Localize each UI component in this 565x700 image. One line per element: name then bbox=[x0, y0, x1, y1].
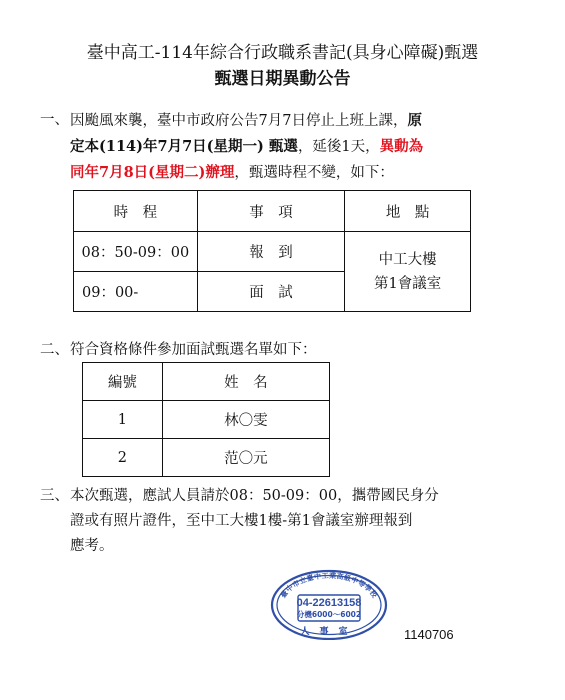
announcement-subtitle: 甄選日期異動公告 bbox=[214, 69, 351, 89]
candidate-name: 范〇元 bbox=[162, 439, 329, 477]
schedule-time: 08：50-09：00 bbox=[74, 232, 198, 272]
section-3-body bbox=[40, 484, 510, 559]
section-1-line-2 bbox=[70, 134, 510, 160]
section-1-original-date: 定本(114)年7月7日(星期一) 甄選 bbox=[70, 138, 298, 155]
section-1-number: 一、 bbox=[40, 112, 69, 128]
section-2 bbox=[40, 338, 510, 363]
seal-phone: 04-22613158 bbox=[296, 597, 362, 609]
section-3-line-2: 證或有照片證件，至中工大樓1樓-第1會議室辦理報到 bbox=[70, 513, 413, 529]
section-1-new-date: 同年7月8日(星期二)辦理 bbox=[70, 164, 235, 181]
schedule-header-location: 地 點 bbox=[345, 191, 471, 232]
seal-department: 人事室 bbox=[300, 627, 358, 637]
announcement-title: 臺中高工-114年綜合行政職系書記(具身心障礙)甄選 bbox=[86, 43, 479, 63]
schedule-table bbox=[73, 190, 471, 312]
section-1-postpone-text: ，延後1天， bbox=[297, 139, 380, 155]
candidate-name: 林〇雯 bbox=[162, 401, 329, 439]
section-1-body bbox=[40, 108, 510, 186]
candidate-number: 1 bbox=[83, 401, 163, 439]
section-1-line-1-bold: 原 bbox=[407, 112, 422, 129]
schedule-location-line-2: 第1會議室 bbox=[374, 275, 442, 292]
section-1-line-1-text: 因颱風來襲，臺中市政府公告7月7日停止上班上課， bbox=[70, 113, 408, 129]
candidate-header-row bbox=[83, 363, 330, 401]
schedule-time: 09：00- bbox=[74, 272, 198, 312]
document-number: 1140706 bbox=[404, 627, 454, 642]
section-1-change-label: 異動為 bbox=[379, 138, 424, 155]
section-2-text: 符合資格條件參加面試甄選名單如下： bbox=[70, 342, 317, 358]
section-3-line-3: 應考。 bbox=[70, 538, 114, 554]
schedule-item: 面 試 bbox=[197, 272, 345, 312]
section-3 bbox=[40, 484, 510, 559]
candidate-header-number: 編號 bbox=[83, 363, 163, 401]
candidate-header-name: 姓 名 bbox=[162, 363, 329, 401]
seal-org-text: 臺中市立臺中工業高級中等學校 bbox=[279, 571, 379, 600]
schedule-header-item: 事 項 bbox=[197, 191, 345, 232]
official-seal-icon bbox=[268, 568, 390, 640]
schedule-item: 報 到 bbox=[197, 232, 345, 272]
section-1-line-3 bbox=[70, 160, 510, 186]
section-3-number: 三、 bbox=[40, 488, 69, 504]
schedule-header-time: 時 程 bbox=[74, 191, 198, 232]
section-2-number: 二、 bbox=[40, 342, 69, 358]
schedule-location bbox=[345, 232, 471, 312]
candidate-row bbox=[83, 439, 330, 477]
seal-extension: 分機6000～6002 bbox=[296, 610, 362, 619]
schedule-header-row bbox=[74, 191, 471, 232]
candidate-row bbox=[83, 401, 330, 439]
section-3-line-1: 本次甄選，應試人員請於08：50-09：00，攜帶國民身分 bbox=[70, 488, 439, 504]
section-1-line-1 bbox=[70, 108, 510, 134]
candidate-number: 2 bbox=[83, 439, 163, 477]
section-1-line-3-text: ，甄選時程不變，如下： bbox=[234, 165, 394, 181]
schedule-location-line-1: 中工大樓 bbox=[378, 251, 437, 268]
schedule-row bbox=[74, 232, 471, 272]
candidate-table bbox=[82, 362, 330, 477]
section-1 bbox=[40, 108, 510, 186]
